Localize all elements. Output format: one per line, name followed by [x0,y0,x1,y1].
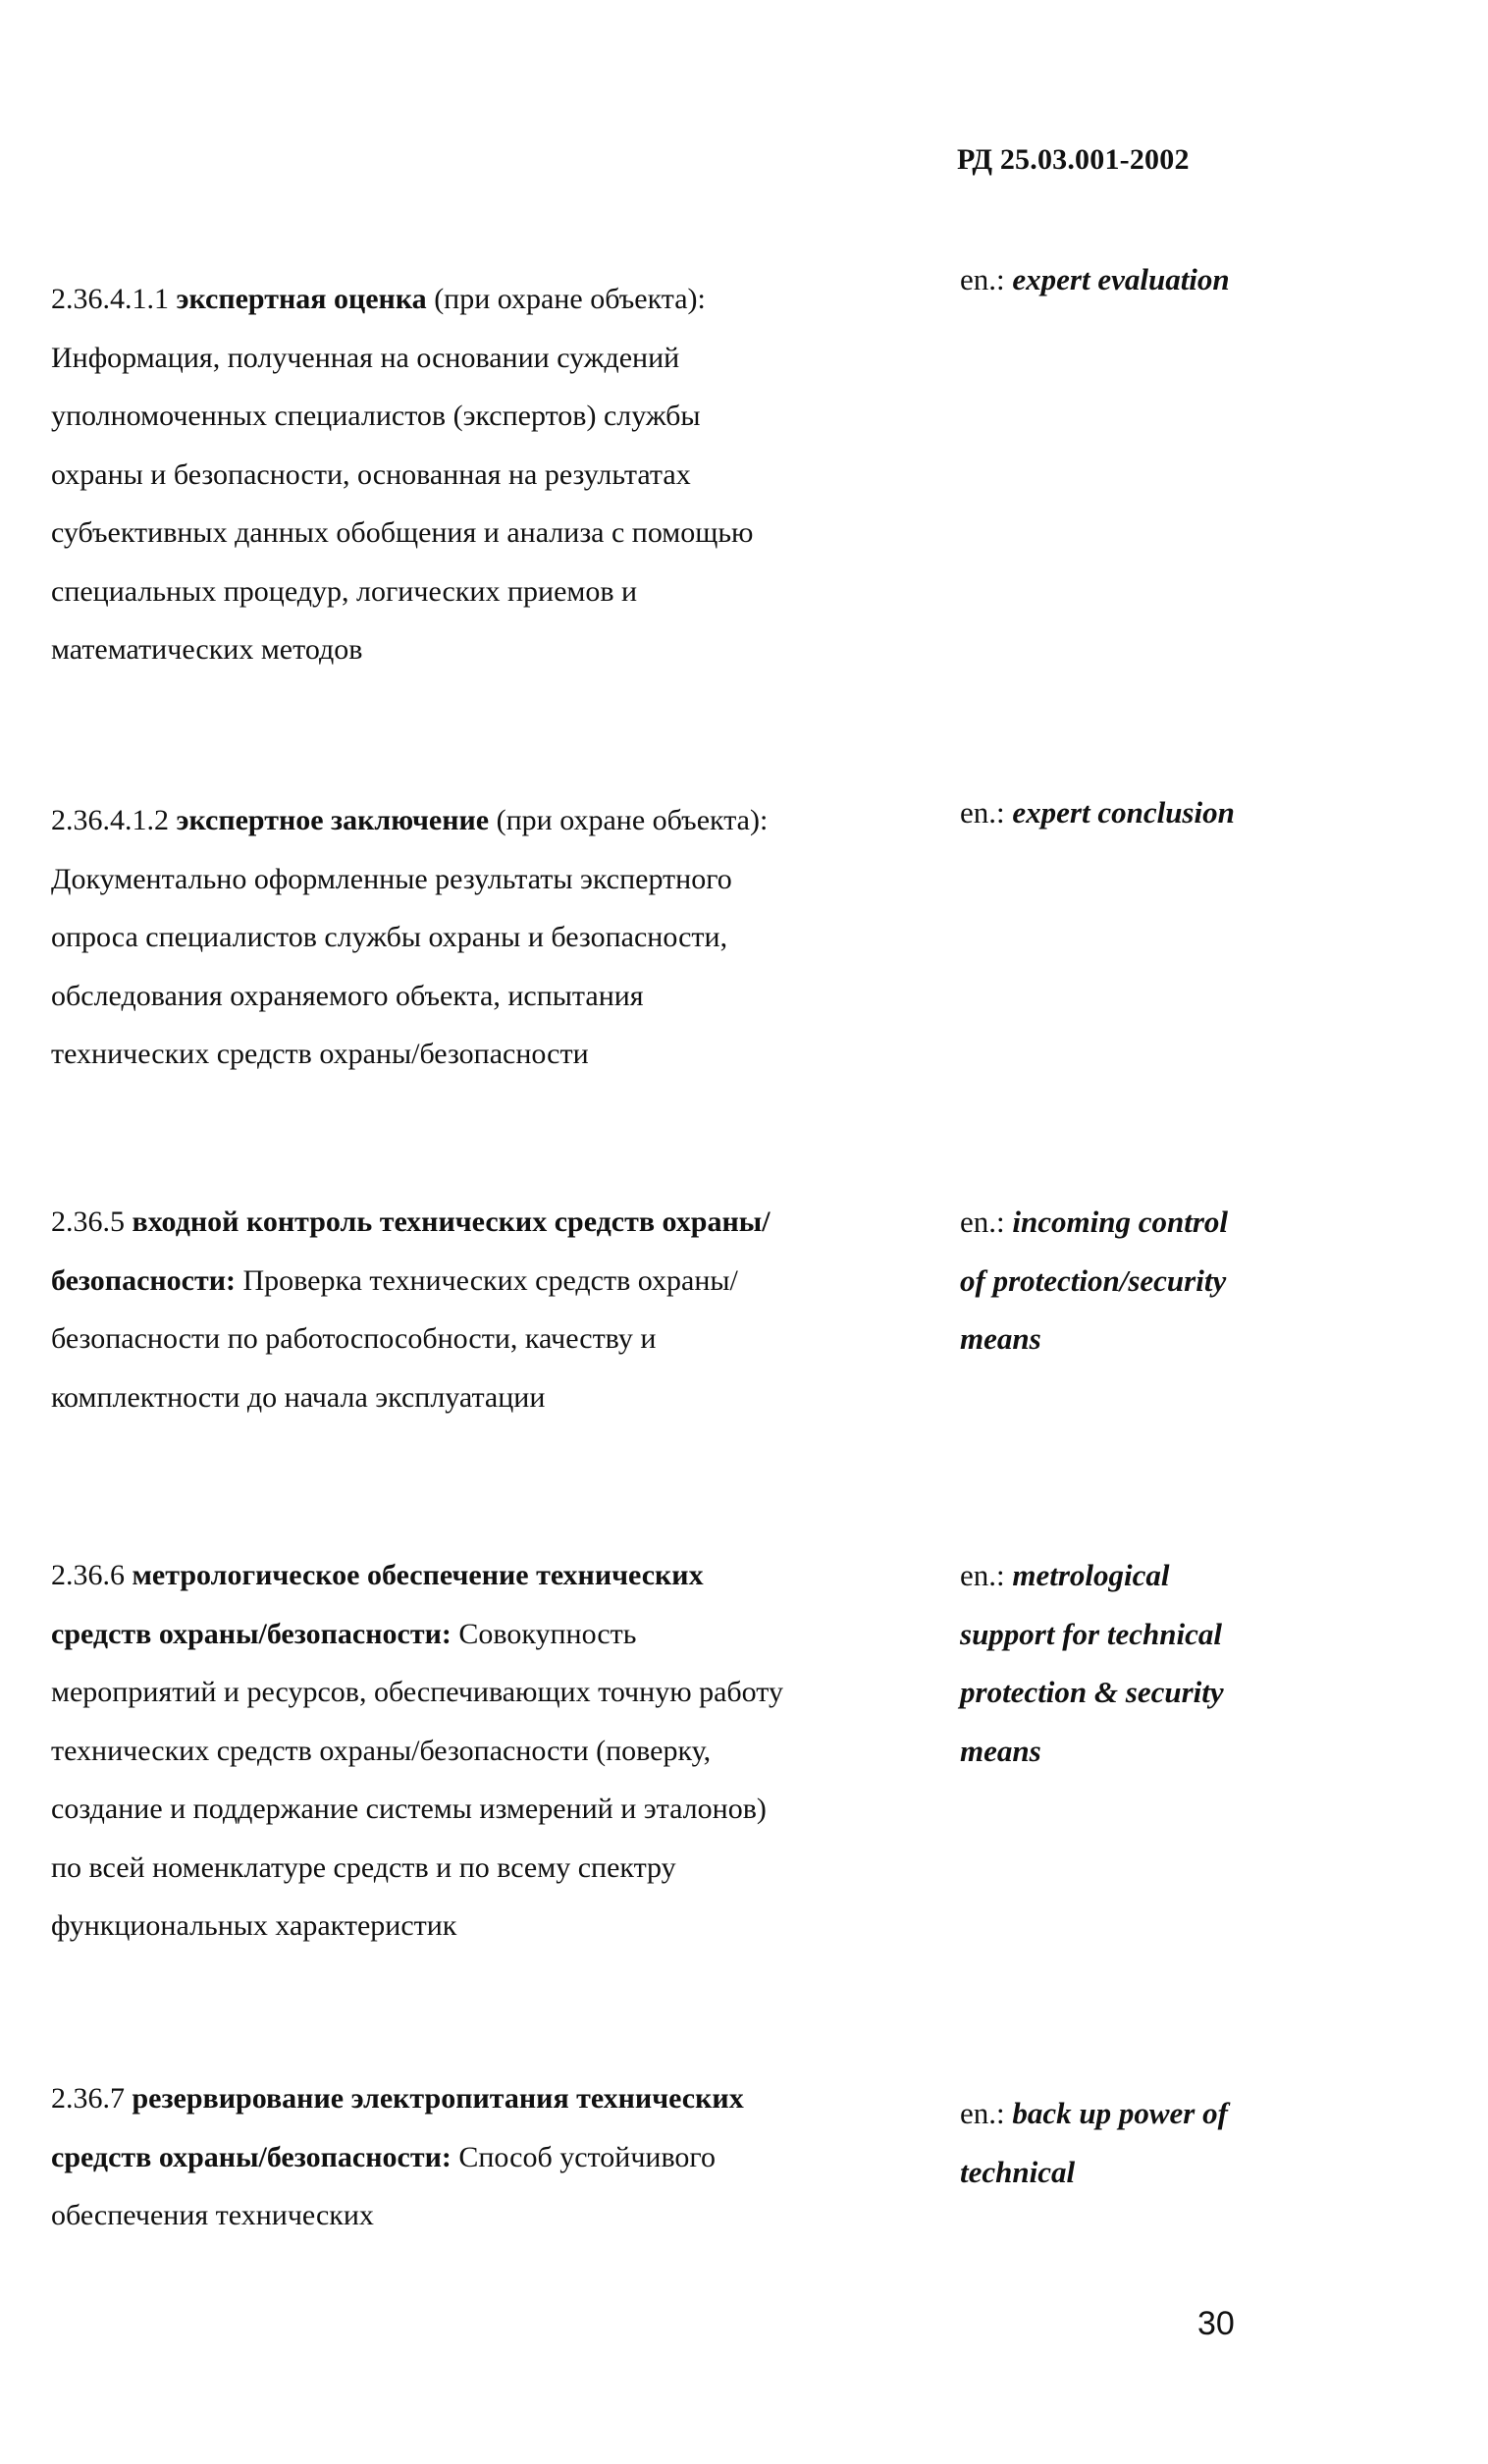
page-number: 30 [1197,2305,1235,2342]
term-title: входной контроль технических средств охраны/безопасности: [51,1205,771,1297]
term-definition: Проверка технических средств охраны/безопасности по работоспособности, качеству и комплектности до начала эксплуатации [51,1263,738,1414]
term-title: метрологическое обеспечение технических средств охраны/безопасности: [51,1559,704,1650]
term-definition: (при охране объекта): Документально оформленные результаты экспертного опроса специалистов службы охраны и безопасности, обследования охраняемого объекта, испытания технических средств охраны/безопасности [51,804,769,1070]
english-equivalent [960,250,1254,309]
english-term: expert conclusion [1012,795,1235,830]
term-title: резервирование электропитания технических средств охраны/безопасности: [51,2082,744,2173]
language-prefix: en.: [960,262,1013,296]
term-definition: Совокупность мероприятий и ресурсов, обеспечивающих точную работу технических средств охраны/безопасности (поверку, создание и поддержание системы измерений и эталонов) по всей номенклатуре средств и по всему спектру функциональных характеристик [51,1617,784,1942]
term-title: экспертное заключение [176,804,490,836]
term-number: 2.36.6 [51,1559,125,1591]
russian-definition [51,1546,797,1955]
russian-definition [51,270,797,679]
english-term: back up power of technical [960,2096,1228,2189]
english-term: metrological support for technical protection & security means [960,1558,1224,1768]
russian-definition [51,2069,797,2245]
english-equivalent [960,1193,1254,1368]
term-number: 2.36.5 [51,1205,125,1238]
term-number: 2.36.4.1.1 [51,283,169,315]
russian-definition [51,791,797,1084]
language-prefix: en.: [960,2096,1013,2130]
english-term: incoming control of protection/security means [960,1205,1228,1356]
term-number: 2.36.4.1.2 [51,804,169,836]
term-title: экспертная оценка [176,283,427,315]
term-number: 2.36.7 [51,2082,125,2115]
term-definition: (при охране объекта): Информация, полученная на основании суждений уполномоченных специалистов (экспертов) службы охраны и безопасности, основанная на результатах субъективных данных обобщения и анализа с помощью специальных процедур, логических приемов и математических методов [51,283,754,666]
term-definition: Способ устойчивого обеспечения технических [51,2140,716,2231]
russian-definition [51,1193,797,1426]
english-equivalent [960,2084,1254,2201]
language-prefix: en.: [960,795,1013,830]
english-term: expert evaluation [1012,262,1230,296]
language-prefix: en.: [960,1205,1013,1239]
english-equivalent [960,783,1254,842]
document-code: РД 25.03.001-2002 [957,143,1190,176]
language-prefix: en.: [960,1558,1013,1592]
english-equivalent [960,1546,1254,1780]
